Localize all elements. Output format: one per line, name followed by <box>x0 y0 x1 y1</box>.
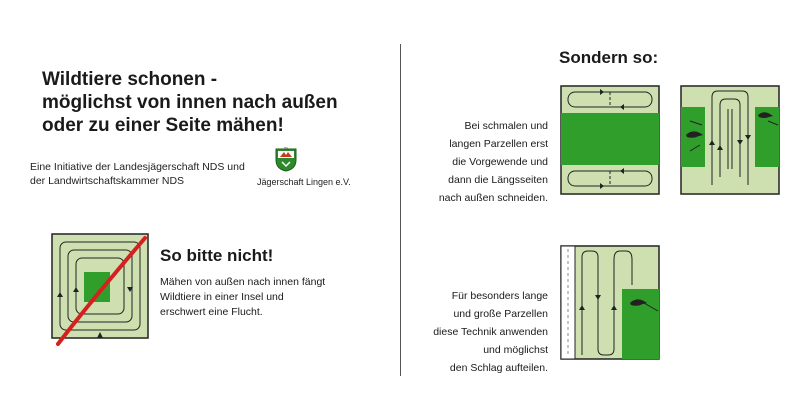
headland-diagram <box>560 85 660 195</box>
main-title: Wildtiere schonen - möglichst von innen nach außen oder zu einer Seite mähen! <box>42 69 338 136</box>
bad-heading: So bitte nicht! <box>160 246 274 265</box>
split-field-diagram <box>560 245 660 360</box>
crest-icon <box>275 146 297 172</box>
crest-label: Jägerschaft Lingen e.V. <box>257 177 351 187</box>
good-heading: Sondern so: <box>559 48 659 67</box>
serpentine-diagram <box>680 85 780 195</box>
good-text-1: Bei schmalen und langen Parzellen erst die Vorgewende und dann die Längsseiten nach außen schneiden. <box>438 120 548 204</box>
bad-pattern-diagram <box>50 232 150 347</box>
initiative-text: Eine Initiative der Landesjägerschaft NDS und der Landwirtschaftskammer NDS <box>30 161 245 187</box>
crest-text: JSL <box>283 146 289 150</box>
bad-text: Mähen von außen nach innen fängt Wildtiere in einer Insel und erschwert eine Flucht. <box>160 276 326 318</box>
good-text-2: Für besonders lange und große Parzellen diese Technik anwenden und möglichst den Schlag aufteilen. <box>433 290 548 374</box>
